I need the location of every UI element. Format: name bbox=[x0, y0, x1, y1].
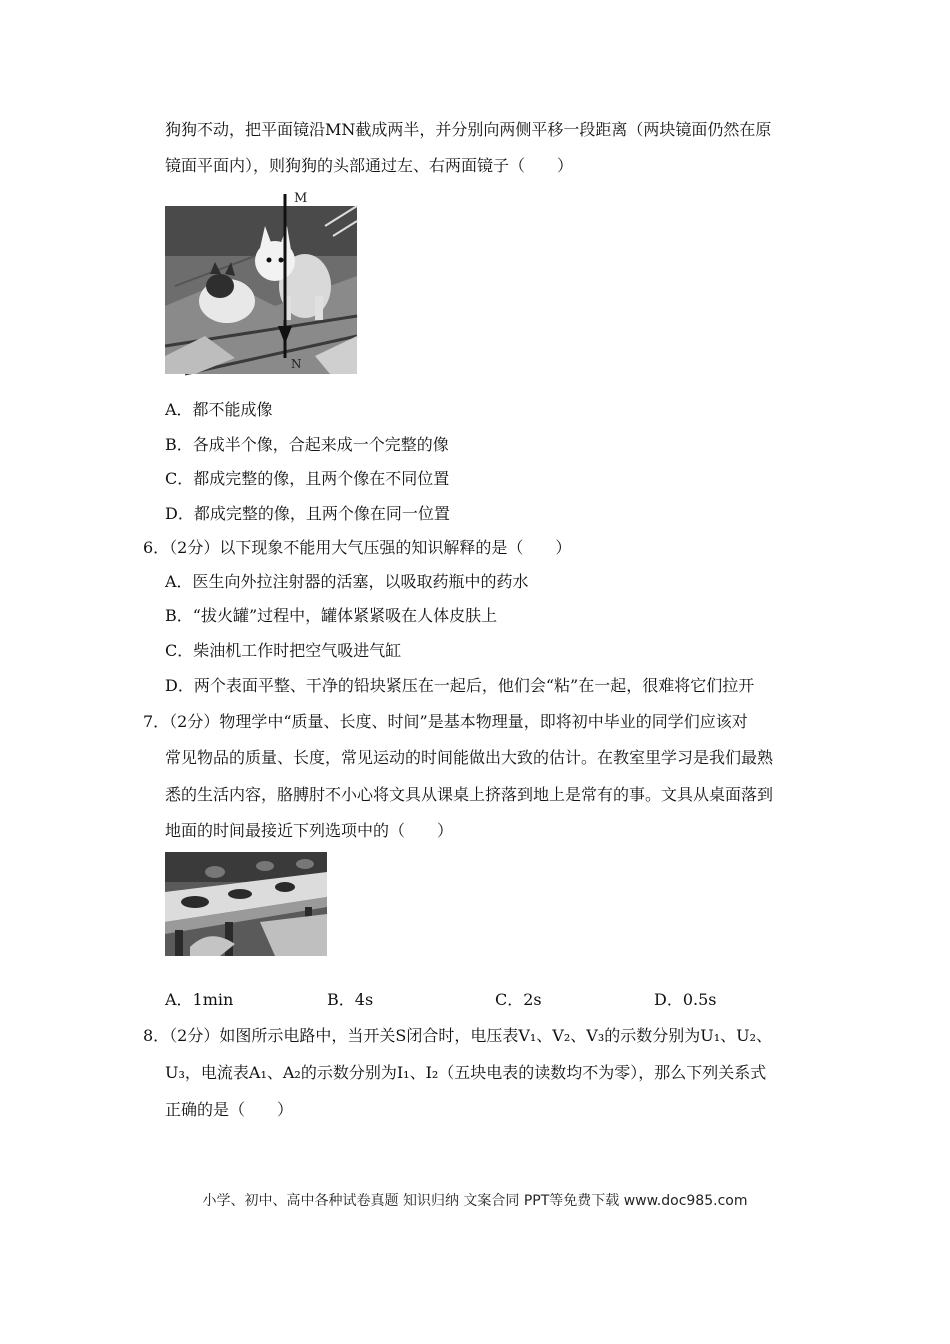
q7-option-c: C．2s bbox=[495, 990, 542, 1009]
page-footer: 小学、初中、高中各种试卷真题 知识归纳 文案合同 PPT等免费下载 www.doc985.com bbox=[202, 1193, 748, 1209]
q8-stem-line-1: 8．（2分）如图所示电路中，当开关S闭合时，电压表V₁、V₂、V₃的示数分别为U₁、U₂、 bbox=[143, 1026, 773, 1045]
classroom-desks-photo bbox=[165, 852, 327, 956]
q5-option-a: A．都不能成像 bbox=[165, 400, 273, 419]
q6-option-b: B．“拔火罐”过程中，罐体紧紧吸在人体皮肤上 bbox=[165, 606, 498, 625]
q7-stem-line-4: 地面的时间最接近下列选项中的（ ） bbox=[165, 821, 454, 840]
q7-option-b: B．4s bbox=[327, 990, 374, 1009]
dog-mirror-photo bbox=[165, 186, 360, 376]
q7-stem-line-1: 7．（2分）物理学中“质量、长度、时间”是基本物理量，即将初中毕业的同学们应该对 bbox=[143, 712, 748, 731]
q5-option-b: B．各成半个像，合起来成一个完整的像 bbox=[165, 435, 449, 454]
q8-stem-line-2: U₃，电流表A₁、A₂的示数分别为I₁、I₂（五块电表的读数均不为零），那么下列关系式 bbox=[165, 1063, 767, 1082]
q5-option-d: D．都成完整的像，且两个像在同一位置 bbox=[165, 504, 450, 523]
q6-stem: 6．（2分）以下现象不能用大气压强的知识解释的是（ ） bbox=[143, 538, 572, 557]
q7-option-d: D．0.5s bbox=[654, 990, 717, 1009]
q8-stem-line-3: 正确的是（ ） bbox=[165, 1100, 294, 1119]
q6-option-c: C．柴油机工作时把空气吸进气缸 bbox=[165, 641, 402, 660]
q5-option-c: C．都成完整的像，且两个像在不同位置 bbox=[165, 469, 450, 488]
q7-option-a: A．1min bbox=[165, 990, 234, 1009]
mirror-label-m: M bbox=[294, 191, 308, 206]
q5-text-line-1: 狗狗不动，把平面镜沿MN截成两半，并分别向两侧平移一段距离（两块镜面仍然在原 bbox=[165, 120, 772, 139]
q6-option-a: A．医生向外拉注射器的活塞，以吸取药瓶中的药水 bbox=[165, 572, 529, 591]
q7-stem-line-3: 悉的生活内容，胳膊肘不小心将文具从课桌上挤落到地上是常有的事。文具从桌面落到 bbox=[165, 785, 774, 804]
mirror-label-n: N bbox=[291, 357, 302, 371]
q5-text-line-2: 镜面平面内），则狗狗的头部通过左、右两面镜子（ ） bbox=[165, 156, 574, 175]
q7-stem-line-2: 常见物品的质量、长度，常见运动的时间能做出大致的估计。在教室里学习是我们最熟 bbox=[165, 748, 774, 767]
q6-option-d: D．两个表面平整、干净的铅块紧压在一起后，他们会“粘”在一起，很难将它们拉开 bbox=[165, 676, 755, 695]
